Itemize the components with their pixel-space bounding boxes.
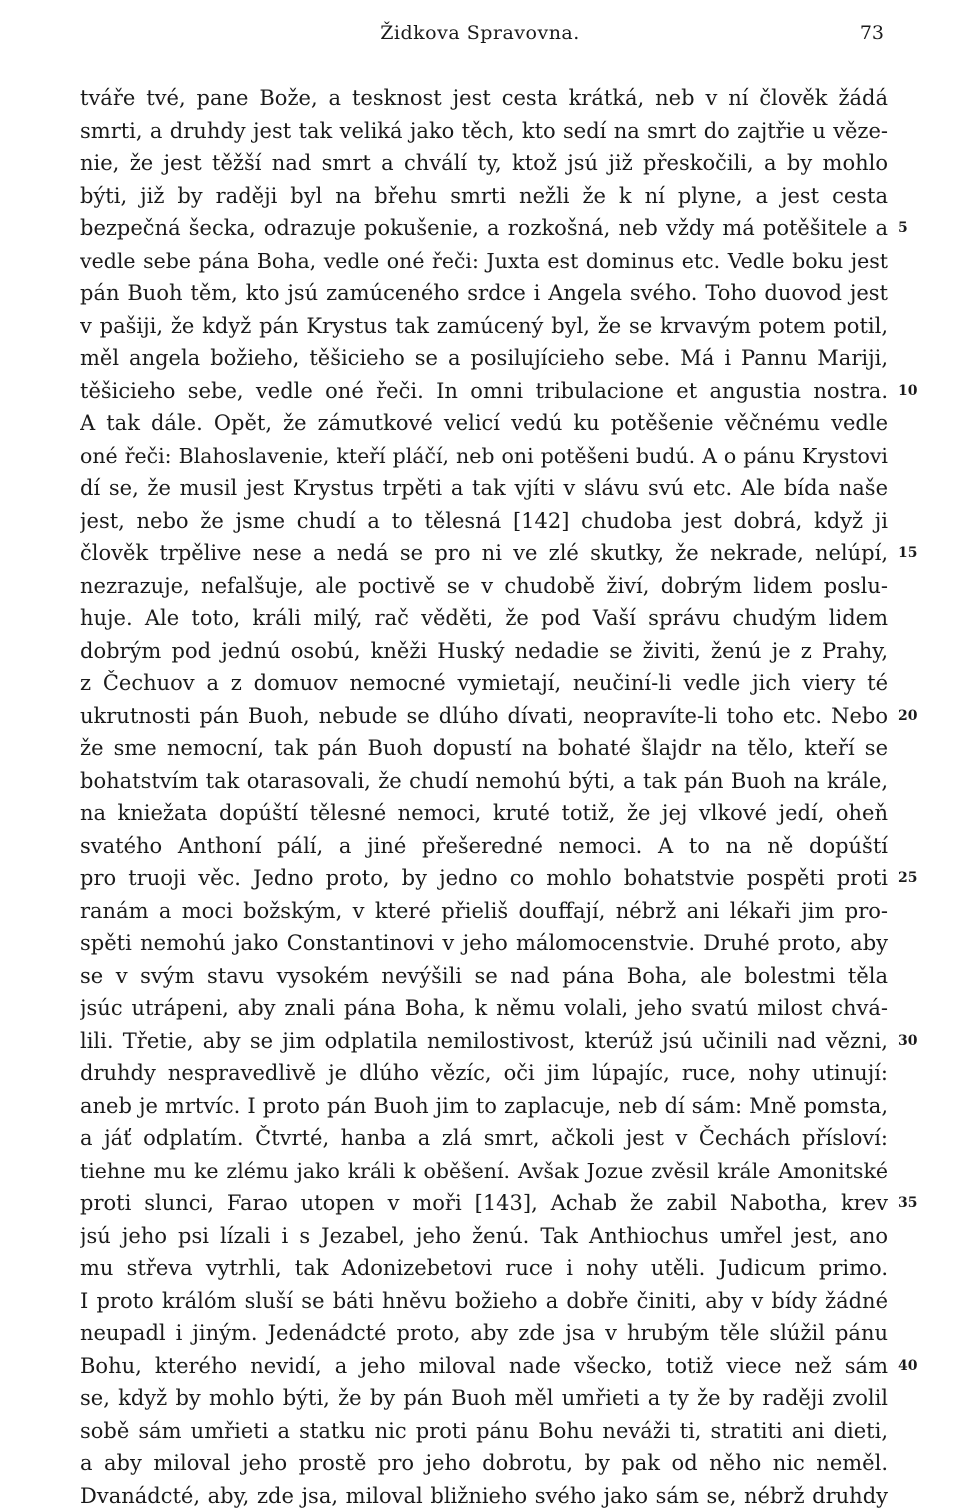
line-number: 40 bbox=[898, 1350, 938, 1383]
text-line bbox=[80, 667, 888, 700]
text-line bbox=[80, 830, 888, 863]
line-text: nie, že jest těžší nad smrt a chválí ty, ktož jsú již přeskočili, a by mohlo bbox=[80, 147, 888, 180]
text-line bbox=[80, 895, 888, 928]
line-text: lili. Třetie, aby se jim odplatila nemilostivost, kterúž jsú učinili nad vězni, bbox=[80, 1025, 888, 1058]
line-number: 35 bbox=[898, 1187, 938, 1220]
text-line bbox=[80, 82, 888, 115]
line-text: I proto králóm sluší se báti hněvu božieho a dobře činiti, aby v bídy žádné bbox=[80, 1285, 888, 1318]
text-line bbox=[80, 472, 888, 505]
text-line bbox=[80, 960, 888, 993]
line-text: Bohu, kterého nevidí, a jeho miloval nade všecko, totiž viece než sám bbox=[80, 1350, 888, 1383]
line-text: jsú jeho psi lízali i s Jezabel, jeho ženú. Tak Anthiochus umřel jest, ano bbox=[80, 1220, 888, 1253]
line-number: 30 bbox=[898, 1025, 938, 1058]
line-text: ranám a moci božským, v které přieliš douffají, nébrž ani lékaři jim pro- bbox=[80, 895, 888, 928]
line-text: spěti nemohú jako Constantinovi v jeho málomocenstvie. Druhé proto, aby bbox=[80, 927, 888, 960]
text-line bbox=[80, 1252, 888, 1285]
line-text: druhdy nespravedlivě je dlúho vězíc, oči jim lúpajíc, ruce, nohy utinují: bbox=[80, 1057, 888, 1090]
text-line bbox=[80, 700, 888, 733]
line-text: a aby miloval jeho prostě pro jeho dobrotu, by pak od něho nic neměl. bbox=[80, 1447, 888, 1480]
line-number: 20 bbox=[898, 700, 938, 733]
line-number: 10 bbox=[898, 375, 938, 408]
line-text: A tak dále. Opět, že zámutkové velicí vedú ku potěšenie věčnému vedle bbox=[80, 407, 888, 440]
text-line bbox=[80, 375, 888, 408]
text-line bbox=[80, 992, 888, 1025]
text-line bbox=[80, 440, 888, 473]
text-line bbox=[80, 342, 888, 375]
text-line bbox=[80, 570, 888, 603]
text-line bbox=[80, 765, 888, 798]
line-text: svatého Anthoní pálí, a jiné přešeredné nemoci. A to na ně dopúští bbox=[80, 830, 888, 863]
page-header bbox=[80, 22, 880, 52]
line-text: pro truoji věc. Jedno proto, by jedno co mohlo bohatstvie pospěti proti bbox=[80, 862, 888, 895]
text-line bbox=[80, 1447, 888, 1480]
text-body bbox=[80, 82, 888, 1512]
line-text: býti, již by raději byl na břehu smrti nežli že k ní plyne, a jest cesta bbox=[80, 180, 888, 213]
line-text: měl angela božieho, těšicieho se a posilujícieho sebe. Má i Pannu Mariji, bbox=[80, 342, 888, 375]
line-text: pán Buoh těm, kto jsú zamúceného srdce i Angela svého. Toho duovod jest bbox=[80, 277, 888, 310]
text-line bbox=[80, 1090, 888, 1123]
text-line bbox=[80, 115, 888, 148]
line-text: proti slunci, Farao utopen v moři [143], Achab že zabil Nabotha, krev bbox=[80, 1187, 888, 1220]
line-text: těšicieho sebe, vedle oné řeči. In omni tribulacione et angustia nostra. bbox=[80, 375, 888, 408]
page-number: 73 bbox=[860, 22, 884, 44]
text-line bbox=[80, 537, 888, 570]
line-text: Dvanádcté, aby, zde jsa, miloval bližnieho svého jako sám se, nébrž druhdy bbox=[80, 1480, 888, 1512]
line-text: ukrutnosti pán Buoh, nebude se dlúho dívati, neopravíte-li toho etc. Nebo bbox=[80, 700, 888, 733]
line-number: 15 bbox=[898, 537, 938, 570]
text-line bbox=[80, 862, 888, 895]
line-text: aneb je mrtvíc. I proto pán Buoh jim to zaplacuje, neb dí sám: Mně pomsta, bbox=[80, 1090, 888, 1123]
text-line bbox=[80, 212, 888, 245]
text-line bbox=[80, 1480, 888, 1512]
line-text: tváře tvé, pane Bože, a tesknost jest cesta krátká, neb v ní člověk žádá bbox=[80, 82, 888, 115]
text-line bbox=[80, 1220, 888, 1253]
text-line bbox=[80, 1187, 888, 1220]
text-line bbox=[80, 1285, 888, 1318]
text-line bbox=[80, 1317, 888, 1350]
line-text: a jáť odplatím. Čtvrté, hanba a zlá smrt, ačkoli jest v Čechách přísloví: bbox=[80, 1122, 888, 1155]
line-text: se v svým stavu vysokém nevýšili se nad pána Boha, ale bolestmi těla bbox=[80, 960, 888, 993]
text-line bbox=[80, 1415, 888, 1448]
line-text: vedle sebe pána Boha, vedle oné řeči: Juxta est dominus etc. Vedle boku jest bbox=[80, 245, 888, 278]
line-text: že sme nemocní, tak pán Buoh dopustí na bohaté šlajdr na tělo, kteří se bbox=[80, 732, 888, 765]
line-text: mu střeva vytrhli, tak Adonizebetovi ruce i nohy utěli. Judicum primo. bbox=[80, 1252, 888, 1285]
line-text: dí se, že musil jest Krystus trpěti a tak vjíti v slávu svú etc. Ale bída naše bbox=[80, 472, 888, 505]
line-text: dobrým pod jednú osobú, kněži Huský nedadie se živiti, ženú je z Prahy, bbox=[80, 635, 888, 668]
line-text: oné řeči: Blahoslavenie, kteří pláčí, neb oni potěšeni budú. A o pánu Krystovi bbox=[80, 440, 888, 473]
running-title: Židkova Spravovna. bbox=[80, 22, 880, 44]
line-text: bohatstvím tak otarasovali, že chudí nemohú býti, a tak pán Buoh na krále, bbox=[80, 765, 888, 798]
text-line bbox=[80, 635, 888, 668]
text-line bbox=[80, 310, 888, 343]
line-text: neupadl i jiným. Jedenádcté proto, aby zde jsa v hrubým těle slúžil pánu bbox=[80, 1317, 888, 1350]
text-line bbox=[80, 1122, 888, 1155]
text-line bbox=[80, 245, 888, 278]
text-line bbox=[80, 732, 888, 765]
line-text: se, když by mohlo býti, že by pán Buoh měl umřieti a ty že by raději zvolil bbox=[80, 1382, 888, 1415]
line-text: jsúc utrápeni, aby znali pána Boha, k němu volali, jeho svatú milost chvá- bbox=[80, 992, 888, 1025]
text-line bbox=[80, 1350, 888, 1383]
text-line bbox=[80, 1025, 888, 1058]
line-text: nezrazuje, nefalšuje, ale poctivě se v chudobě živí, dobrým lidem poslu- bbox=[80, 570, 888, 603]
text-line bbox=[80, 505, 888, 538]
line-text: v pašiji, že když pán Krystus tak zamúcený byl, že se krvavým potem potil, bbox=[80, 310, 888, 343]
line-text: člověk trpělive nese a nedá se pro ni ve zlé skutky, že nekrade, nelúpí, bbox=[80, 537, 888, 570]
text-line bbox=[80, 407, 888, 440]
text-line bbox=[80, 602, 888, 635]
text-line bbox=[80, 180, 888, 213]
text-line bbox=[80, 1155, 888, 1188]
line-text: bezpečná šecka, odrazuje pokušenie, a rozkošná, neb vždy má potěšitele a bbox=[80, 212, 888, 245]
line-text: z Čechuov a z domuov nemocné vymietají, neučiní-li vedle jich viery té bbox=[80, 667, 888, 700]
line-text: huje. Ale toto, králi milý, rač věděti, že pod Vaší správu chudým lidem bbox=[80, 602, 888, 635]
line-text: jest, nebo že jsme chudí a to tělesná [142] chudoba jest dobrá, když ji bbox=[80, 505, 888, 538]
line-text: sobě sám umřieti a statku nic proti pánu Bohu neváži ti, stratiti ani dieti, bbox=[80, 1415, 888, 1448]
line-text: smrti, a druhdy jest tak veliká jako těch, kto sedí na smrt do zajtřie u věze- bbox=[80, 115, 888, 148]
text-line bbox=[80, 1057, 888, 1090]
line-number: 5 bbox=[898, 212, 938, 245]
text-line bbox=[80, 797, 888, 830]
line-text: na kniežata dopúští tělesné nemoci, kruté totiž, že jej vlkové jedí, oheň bbox=[80, 797, 888, 830]
text-line bbox=[80, 927, 888, 960]
line-number: 25 bbox=[898, 862, 938, 895]
text-line bbox=[80, 277, 888, 310]
line-text: tiehne mu ke zlému jako králi k oběšení. Avšak Jozue zvěsil krále Amonitské bbox=[80, 1155, 888, 1188]
text-line bbox=[80, 147, 888, 180]
text-line bbox=[80, 1382, 888, 1415]
